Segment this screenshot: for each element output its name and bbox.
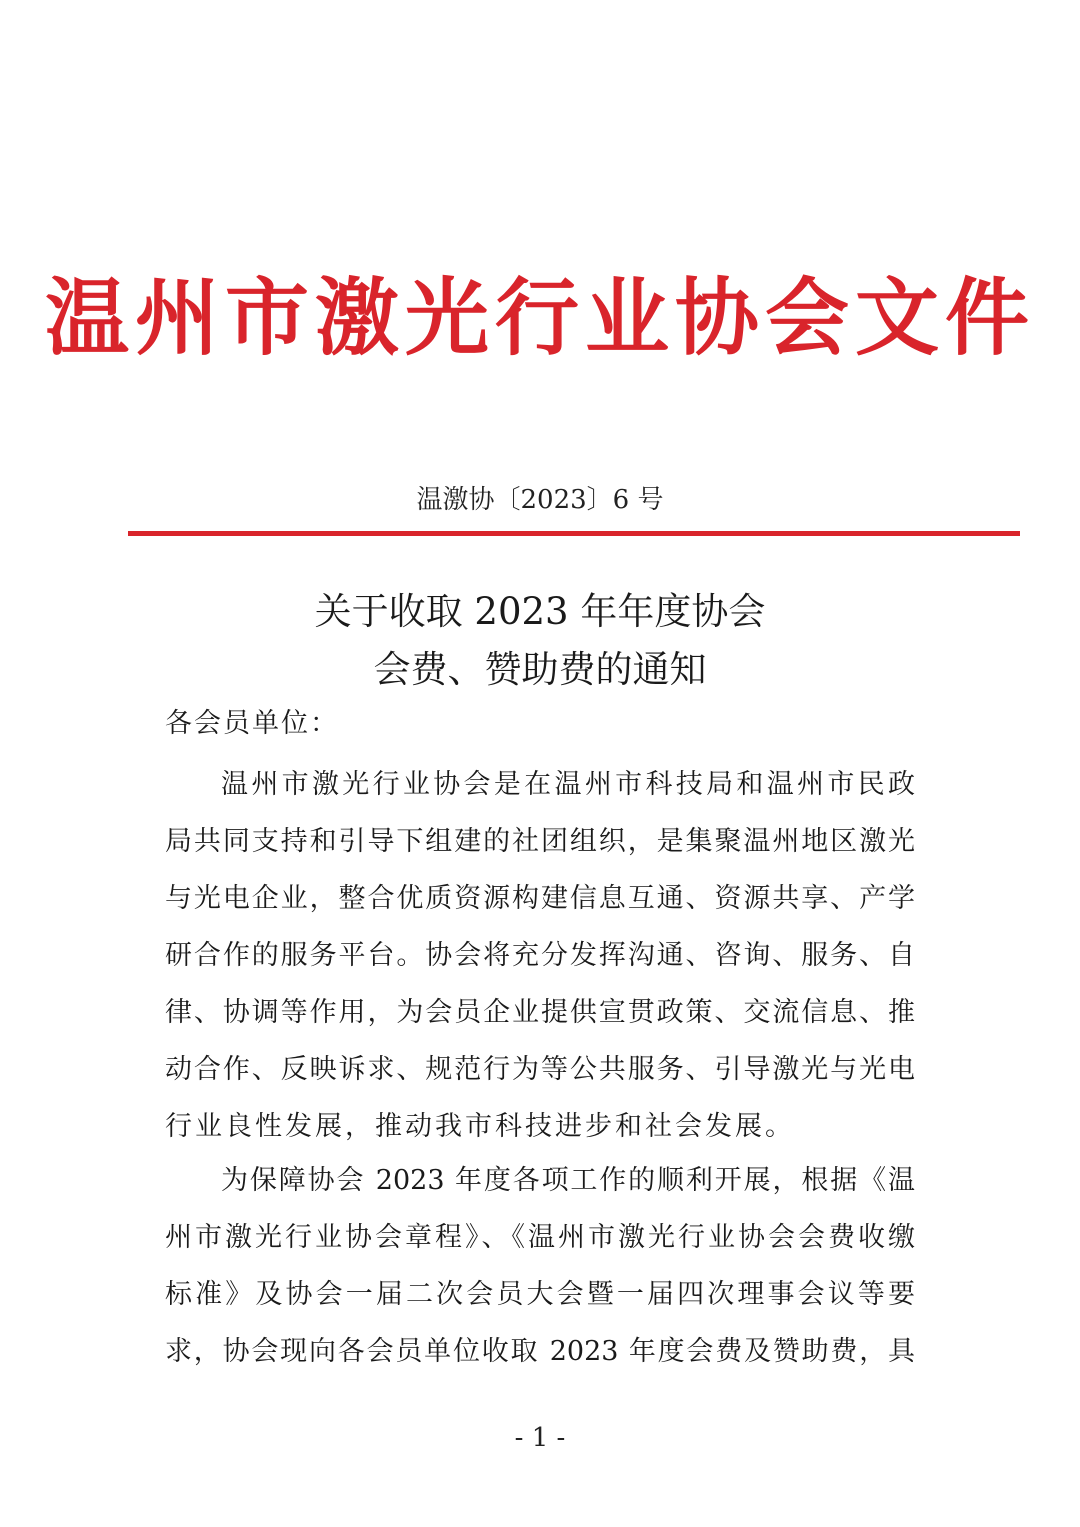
paragraph-2-line: 为保障协会 2023 年度各项工作的顺利开展，根据《温 xyxy=(221,1165,915,1196)
document-number: 温激协〔2023〕6 号 xyxy=(416,485,664,515)
paragraph-1-line: 温州市激光行业协会是在温州市科技局和温州市民政 xyxy=(221,769,915,800)
paragraph-2-line: 标准》及协会一届二次会员大会暨一届四次理事会议等要 xyxy=(165,1279,915,1310)
salutation: 各会员单位： xyxy=(165,708,339,739)
document-masthead: 温州市激光行业协会文件 xyxy=(44,268,1035,367)
paragraph-1-line: 行业良性发展，推动我市科技进步和社会发展。 xyxy=(165,1111,795,1142)
paragraph-1 xyxy=(165,756,915,1155)
paragraph-1-line: 与光电企业，整合优质资源构建信息互通、资源共享、产学 xyxy=(165,883,915,914)
red-divider-rule xyxy=(128,531,1020,536)
paragraph-2-line: 州市激光行业协会章程》、《温州市激光行业协会会费收缴 xyxy=(165,1222,915,1253)
paragraph-2-line: 求，协会现向各会员单位收取 2023 年度会费及赞助费，具 xyxy=(165,1336,915,1367)
paragraph-1-line: 动合作、反映诉求、规范行为等公共服务、引导激光与光电 xyxy=(165,1054,915,1085)
page-number: - 1 - xyxy=(514,1423,566,1453)
notice-title-line-1: 关于收取 2023 年年度协会 xyxy=(314,590,766,633)
paragraph-2 xyxy=(165,1152,915,1380)
notice-title-line-2: 会费、赞助费的通知 xyxy=(373,648,707,691)
paragraph-1-line: 局共同支持和引导下组建的社团组织，是集聚温州地区激光 xyxy=(165,826,915,857)
paragraph-1-line: 律、协调等作用，为会员企业提供宣贯政策、交流信息、推 xyxy=(165,997,915,1028)
paragraph-1-line: 研合作的服务平台。协会将充分发挥沟通、咨询、服务、自 xyxy=(165,940,915,971)
